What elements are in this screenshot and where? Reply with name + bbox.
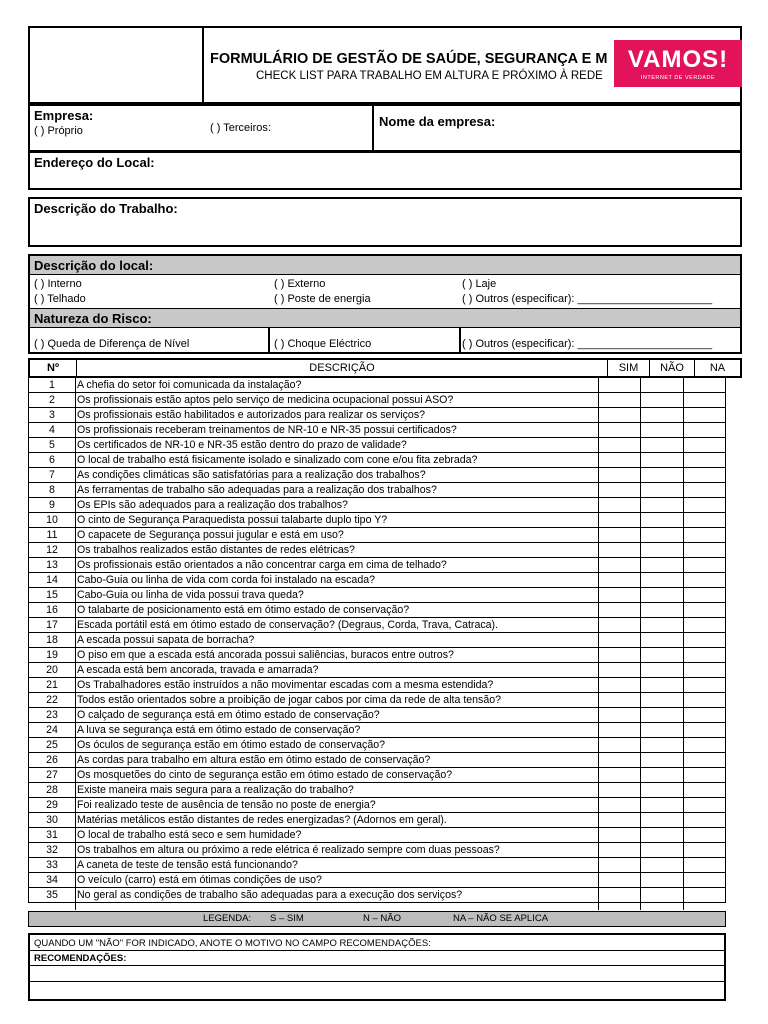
row-na-cell[interactable]: [684, 378, 726, 392]
row-description: Matérias metálicos estão distantes de redes energizadas? (Adornos em geral).: [77, 814, 447, 826]
row-nao-cell[interactable]: [641, 468, 683, 482]
row-number: 25: [46, 739, 58, 751]
col-sim-header: SIM: [618, 362, 639, 374]
row-description: Os mosquetões do cinto de segurança estão em ótimo estado de conservação?: [77, 769, 453, 781]
row-sim-cell[interactable]: [599, 723, 640, 737]
row-sim-cell[interactable]: [599, 768, 640, 782]
local-option-externo[interactable]: ( ) Externo: [274, 278, 326, 290]
col-na-header: NA: [709, 362, 726, 374]
row-number: 24: [46, 724, 58, 736]
row-description: A luva se segurança está em ótimo estado de conservação?: [77, 724, 361, 736]
row-number: 27: [46, 769, 58, 781]
local-option-interno[interactable]: ( ) Interno: [34, 278, 82, 290]
table-row: [29, 708, 725, 723]
row-nao-cell[interactable]: [641, 438, 683, 452]
table-row: [29, 603, 725, 618]
row-number: 35: [46, 889, 58, 901]
row-na-cell[interactable]: [684, 453, 726, 467]
col-num-header: Nº: [47, 362, 59, 374]
local-option-outros[interactable]: ( ) Outros (especificar): ______________________: [462, 293, 713, 305]
row-sim-cell[interactable]: [599, 648, 640, 662]
row-nao-cell[interactable]: [641, 603, 683, 617]
table-row: [29, 408, 725, 423]
row-description: Os trabalhos realizados estão distantes de redes elétricas?: [77, 544, 355, 556]
row-sim-cell[interactable]: [599, 378, 640, 392]
row-na-cell[interactable]: [684, 408, 726, 422]
row-sim-cell[interactable]: [599, 468, 640, 482]
row-sim-cell[interactable]: [599, 663, 640, 677]
row-nao-cell[interactable]: [641, 633, 683, 647]
row-na-cell[interactable]: [684, 678, 726, 692]
descricao-trabalho-section[interactable]: [28, 197, 742, 247]
row-nao-cell[interactable]: [641, 738, 683, 752]
row-sim-cell[interactable]: [599, 603, 640, 617]
row-sim-cell[interactable]: [599, 618, 640, 632]
table-row: [29, 663, 725, 678]
row-description: Os profissionais estão habilitados e autorizados para realizar os serviços?: [77, 409, 426, 421]
col-divider: [683, 378, 684, 910]
row-na-cell[interactable]: [684, 663, 726, 677]
row-description: O cinto de Segurança Paraquedista possui talabarte duplo tipo Y?: [77, 514, 388, 526]
row-na-cell[interactable]: [684, 828, 726, 842]
row-number: 23: [46, 709, 58, 721]
row-sim-cell[interactable]: [599, 678, 640, 692]
legend-nao: N – NÃO: [363, 913, 402, 924]
risco-option-queda[interactable]: ( ) Queda de Diferença de Nível: [34, 338, 190, 350]
row-description: Cabo-Guia ou linha de vida com corda foi instalado na escada?: [77, 574, 375, 586]
row-sim-cell[interactable]: [599, 543, 640, 557]
row-description: Os profissionais estão aptos pelo serviço de medicina ocupacional possui ASO?: [77, 394, 454, 406]
logo-text: VAMOS!: [627, 46, 729, 73]
row-nao-cell[interactable]: [641, 768, 683, 782]
row-sim-cell[interactable]: [599, 708, 640, 722]
row-number: 17: [46, 619, 58, 631]
risco-option-outros[interactable]: ( ) Outros (especificar): ______________________: [462, 338, 713, 350]
table-row: [29, 723, 725, 738]
row-description: Escada portátil está em ótimo estado de conservação? (Degraus, Corda, Trava, Catraca).: [77, 619, 499, 631]
row-nao-cell[interactable]: [641, 573, 683, 587]
row-description: As condições climáticas são satisfatórias para a realização dos trabalhos?: [77, 469, 426, 481]
empresa-divider: [372, 106, 374, 150]
row-number: 11: [46, 529, 58, 541]
row-sim-cell[interactable]: [599, 888, 640, 902]
row-na-cell[interactable]: [684, 633, 726, 647]
row-nao-cell[interactable]: [641, 393, 683, 407]
row-na-cell[interactable]: [684, 513, 726, 527]
row-number: 15: [46, 589, 58, 601]
endereco-section[interactable]: [28, 151, 742, 190]
row-description: O capacete de Segurança possui jugular e está em uso?: [77, 529, 344, 541]
row-sim-cell[interactable]: [599, 498, 640, 512]
local-option-poste[interactable]: ( ) Poste de energia: [274, 293, 371, 305]
row-description: O local de trabalho está seco e sem humidade?: [77, 829, 302, 841]
rec-line: [30, 950, 724, 951]
row-description: A chefia do setor foi comunicada da instalação?: [77, 379, 302, 391]
row-number: 4: [49, 424, 55, 436]
row-nao-cell[interactable]: [641, 423, 683, 437]
legend-na: NA – NÃO SE APLICA: [453, 913, 549, 924]
rec-line[interactable]: [30, 999, 724, 1000]
row-number: 20: [46, 664, 58, 676]
row-number: 5: [49, 439, 55, 451]
row-sim-cell[interactable]: [599, 828, 640, 842]
row-na-cell[interactable]: [684, 438, 726, 452]
row-nao-cell[interactable]: [641, 408, 683, 422]
row-na-cell[interactable]: [684, 558, 726, 572]
row-na-cell[interactable]: [684, 498, 726, 512]
row-sim-cell[interactable]: [599, 438, 640, 452]
row-number: 13: [46, 559, 58, 571]
table-row: [29, 648, 725, 663]
row-na-cell[interactable]: [684, 393, 726, 407]
local-label: Descrição do local:: [34, 258, 154, 273]
row-number: 8: [49, 484, 55, 496]
row-sim-cell[interactable]: [599, 858, 640, 872]
row-number: 3: [49, 409, 55, 421]
row-description: Foi realizado teste de ausência de tensão no poste de energia?: [77, 799, 376, 811]
row-description: A escada possui sapata de borracha?: [77, 634, 255, 646]
row-sim-cell[interactable]: [599, 423, 640, 437]
recomendacoes-section: [28, 933, 726, 1001]
row-description: Todos estão orientados sobre a proibição de jogar cabos por cima da rede de alta tensão?: [77, 694, 502, 706]
row-na-cell[interactable]: [684, 723, 726, 737]
row-description: Existe maneira mais segura para a realização do trabalho?: [77, 784, 354, 796]
col-divider: [75, 378, 76, 910]
row-number: 28: [46, 784, 58, 796]
row-description: Os trabalhos em altura ou próximo a rede elétrica é realizado sempre com duas pessoas?: [77, 844, 500, 856]
table-row: [29, 768, 725, 783]
table-row: [29, 858, 725, 873]
row-na-cell[interactable]: [684, 798, 726, 812]
row-number: 16: [46, 604, 58, 616]
table-row: [29, 513, 725, 528]
row-nao-cell[interactable]: [641, 828, 683, 842]
row-na-cell[interactable]: [684, 858, 726, 872]
table-row: [29, 888, 725, 903]
row-na-cell[interactable]: [684, 813, 726, 827]
row-number: 29: [46, 799, 58, 811]
row-number: 2: [49, 394, 55, 406]
row-sim-cell[interactable]: [599, 513, 640, 527]
row-na-cell[interactable]: [684, 843, 726, 857]
row-description: A caneta de teste de tensão está funcionando?: [77, 859, 298, 871]
row-number: 34: [46, 874, 58, 886]
table-row: [29, 678, 725, 693]
table-row: [29, 813, 725, 828]
row-na-cell[interactable]: [684, 768, 726, 782]
table-row: [29, 438, 725, 453]
row-number: 22: [46, 694, 58, 706]
row-description: Os Trabalhadores estão instruídos a não movimentar escadas com a mesma estendida?: [77, 679, 494, 691]
row-sim-cell[interactable]: [599, 798, 640, 812]
table-row: [29, 738, 725, 753]
col-divider: [598, 378, 599, 910]
row-na-cell[interactable]: [684, 603, 726, 617]
row-na-cell[interactable]: [684, 483, 726, 497]
row-nao-cell[interactable]: [641, 708, 683, 722]
row-description: O talabarte de posicionamento está em ótimo estado de conservação?: [77, 604, 410, 616]
table-row: [29, 423, 725, 438]
row-na-cell[interactable]: [684, 648, 726, 662]
row-number: 10: [46, 514, 58, 526]
row-sim-cell[interactable]: [599, 483, 640, 497]
table-row: [29, 543, 725, 558]
row-sim-cell[interactable]: [599, 453, 640, 467]
row-nao-cell[interactable]: [641, 528, 683, 542]
row-number: 19: [46, 649, 58, 661]
header-logo-cell: [30, 28, 204, 102]
row-nao-cell[interactable]: [641, 873, 683, 887]
row-nao-cell[interactable]: [641, 483, 683, 497]
row-sim-cell[interactable]: [599, 528, 640, 542]
row-sim-cell[interactable]: [599, 558, 640, 572]
row-description: O veículo (carro) está em ótimas condições de uso?: [77, 874, 322, 886]
row-nao-cell[interactable]: [641, 378, 683, 392]
row-na-cell[interactable]: [684, 783, 726, 797]
table-row: [29, 528, 725, 543]
row-sim-cell[interactable]: [599, 873, 640, 887]
row-number: 33: [46, 859, 58, 871]
rec-line: [30, 965, 724, 966]
row-nao-cell[interactable]: [641, 558, 683, 572]
empresa-section: [28, 104, 742, 152]
legend-bar: [28, 911, 726, 927]
row-number: 26: [46, 754, 58, 766]
table-row: [29, 573, 725, 588]
table-row: [29, 393, 725, 408]
form-subtitle: CHECK LIST PARA TRABALHO EM ALTURA E PRÓXIMO À REDE: [256, 70, 603, 82]
row-number: 12: [46, 544, 58, 556]
row-nao-cell[interactable]: [641, 543, 683, 557]
row-description: As ferramentas de trabalho são adequadas para a realização dos trabalhos?: [77, 484, 437, 496]
table-row: [29, 873, 725, 888]
row-nao-cell[interactable]: [641, 678, 683, 692]
row-nao-cell[interactable]: [641, 453, 683, 467]
row-na-cell[interactable]: [684, 588, 726, 602]
row-number: 7: [49, 469, 55, 481]
row-description: O calçado de segurança está em ótimo estado de conservação?: [77, 709, 380, 721]
row-na-cell[interactable]: [684, 618, 726, 632]
table-row: [29, 633, 725, 648]
col-nao-header: NÃO: [660, 362, 684, 374]
row-nao-cell[interactable]: [641, 783, 683, 797]
row-na-cell[interactable]: [684, 753, 726, 767]
row-na-cell[interactable]: [684, 423, 726, 437]
row-description: Cabo-Guia ou linha de vida possui trava queda?: [77, 589, 304, 601]
col-divider: [640, 378, 641, 910]
table-row: [29, 828, 725, 843]
row-description: O piso em que a escada está ancorada possui saliências, buracos entre outros?: [77, 649, 454, 661]
risco-divider-2: [459, 328, 461, 352]
row-sim-cell[interactable]: [599, 783, 640, 797]
row-nao-cell[interactable]: [641, 588, 683, 602]
row-sim-cell[interactable]: [599, 393, 640, 407]
table-row: [29, 558, 725, 573]
col-desc-header: DESCRIÇÃO: [309, 362, 375, 374]
row-description: No geral as condições de trabalho são adequadas para a execução dos serviços?: [77, 889, 463, 901]
row-nao-cell[interactable]: [641, 618, 683, 632]
row-number: 9: [49, 499, 55, 511]
row-number: 32: [46, 844, 58, 856]
nome-empresa-label: Nome da empresa:: [379, 114, 496, 129]
row-na-cell[interactable]: [684, 888, 726, 902]
row-sim-cell[interactable]: [599, 573, 640, 587]
risco-option-choque[interactable]: ( ) Choque Eléctrico: [274, 338, 372, 350]
row-sim-cell[interactable]: [599, 693, 640, 707]
row-description: O local de trabalho está fisicamente isolado e sinalizado com cone e/ou fita zebrada?: [77, 454, 478, 466]
empresa-label: Empresa:: [34, 108, 94, 123]
row-description: Os EPIs são adequados para a realização dos trabalhos?: [77, 499, 348, 511]
local-option-laje[interactable]: ( ) Laje: [462, 278, 497, 290]
row-number: 6: [49, 454, 55, 466]
row-description: As cordas para trabalho em altura estão em ótimo estado de conservação?: [77, 754, 431, 766]
row-nao-cell[interactable]: [641, 753, 683, 767]
row-na-cell[interactable]: [684, 573, 726, 587]
table-row: [29, 783, 725, 798]
row-number: 21: [46, 679, 58, 691]
local-option-telhado[interactable]: ( ) Telhado: [34, 293, 86, 305]
form-title: FORMULÁRIO DE GESTÃO DE SAÚDE, SEGURANÇA E M: [210, 51, 608, 67]
row-number: 14: [46, 574, 58, 586]
row-sim-cell[interactable]: [599, 633, 640, 647]
empresa-option-proprio[interactable]: ( ) Próprio: [34, 125, 83, 137]
table-row: [29, 453, 725, 468]
row-description: Os profissionais estão orientados a não concentrar carga em cima de telhado?: [77, 559, 447, 571]
row-na-cell[interactable]: [684, 738, 726, 752]
row-sim-cell[interactable]: [599, 588, 640, 602]
legend-sim: S – SIM: [270, 913, 304, 924]
row-nao-cell[interactable]: [641, 498, 683, 512]
risco-label: Natureza do Risco:: [34, 311, 152, 326]
table-row: [29, 618, 725, 633]
row-na-cell[interactable]: [684, 468, 726, 482]
empresa-option-terceiros[interactable]: ( ) Terceiros:: [210, 122, 271, 134]
row-nao-cell[interactable]: [641, 663, 683, 677]
row-sim-cell[interactable]: [599, 738, 640, 752]
table-row: [29, 843, 725, 858]
rec-line[interactable]: [30, 981, 724, 982]
row-na-cell[interactable]: [684, 693, 726, 707]
row-description: A escada está bem ancorada, travada e amarrada?: [77, 664, 319, 676]
row-nao-cell[interactable]: [641, 858, 683, 872]
row-description: Os óculos de segurança estão em ótimo estado de conservação?: [77, 739, 385, 751]
checklist-header: [28, 358, 742, 378]
table-row: [29, 798, 725, 813]
row-nao-cell[interactable]: [641, 693, 683, 707]
row-nao-cell[interactable]: [641, 813, 683, 827]
recomendacoes-label: RECOMENDAÇÕES:: [34, 953, 127, 964]
risco-divider-1: [268, 328, 270, 352]
checklist-rows: [28, 378, 726, 903]
vamos-logo: [614, 40, 742, 87]
recomendacoes-note: QUANDO UM "NÃO" FOR INDICADO, ANOTE O MOTIVO NO CAMPO RECOMENDAÇÕES:: [34, 938, 431, 949]
row-na-cell[interactable]: [684, 873, 726, 887]
row-description: Os profissionais receberam treinamentos de NR-10 e NR-35 possui certificados?: [77, 424, 457, 436]
row-nao-cell[interactable]: [641, 888, 683, 902]
table-row: [29, 753, 725, 768]
row-number: 31: [46, 829, 58, 841]
row-na-cell[interactable]: [684, 528, 726, 542]
table-row: [29, 498, 725, 513]
row-nao-cell[interactable]: [641, 723, 683, 737]
local-risco-section: [28, 254, 742, 354]
row-sim-cell[interactable]: [599, 843, 640, 857]
table-row: [29, 468, 725, 483]
row-nao-cell[interactable]: [641, 513, 683, 527]
row-sim-cell[interactable]: [599, 753, 640, 767]
descricao-trabalho-label: Descrição do Trabalho:: [34, 201, 178, 216]
logo-tagline: INTERNET DE VERDADE: [640, 75, 716, 81]
row-number: 1: [49, 379, 55, 391]
row-sim-cell[interactable]: [599, 408, 640, 422]
row-nao-cell[interactable]: [641, 798, 683, 812]
row-description: Os certificados de NR-10 e NR-35 estão dentro do prazo de validade?: [77, 439, 407, 451]
table-row: [29, 483, 725, 498]
table-row: [29, 693, 725, 708]
legend-label: LEGENDA:: [203, 913, 252, 924]
table-row: [29, 378, 725, 393]
row-number: 18: [46, 634, 58, 646]
row-nao-cell[interactable]: [641, 648, 683, 662]
row-sim-cell[interactable]: [599, 813, 640, 827]
row-number: 30: [46, 814, 58, 826]
row-na-cell[interactable]: [684, 708, 726, 722]
table-row: [29, 588, 725, 603]
row-na-cell[interactable]: [684, 543, 726, 557]
row-nao-cell[interactable]: [641, 843, 683, 857]
endereco-label: Endereço do Local:: [34, 155, 155, 170]
